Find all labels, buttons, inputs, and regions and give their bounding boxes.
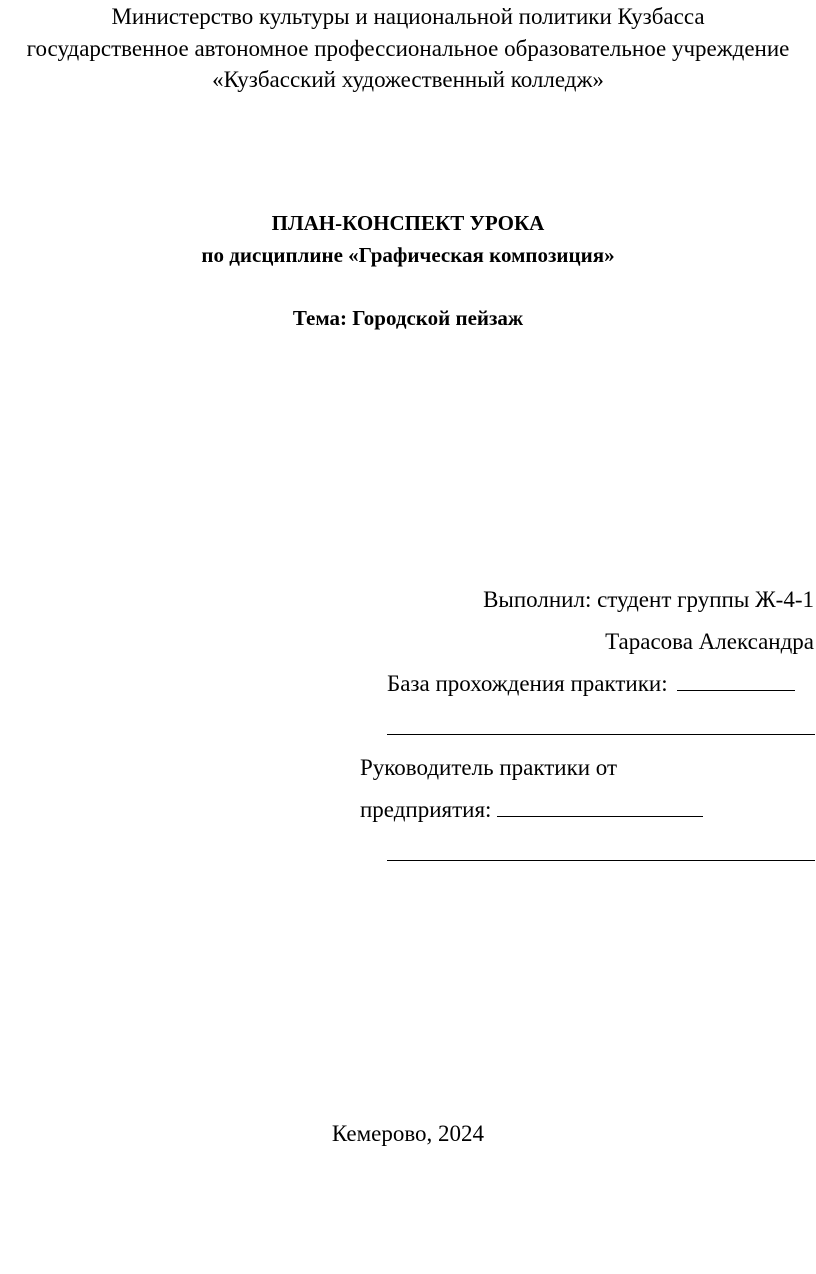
supervisor-blank-line xyxy=(387,860,815,861)
document-title: ПЛАН-КОНСПЕКТ УРОКА xyxy=(271,211,545,235)
discipline-subtitle: по дисциплине «Графическая композиция» xyxy=(201,243,615,267)
practice-base-field xyxy=(387,672,795,695)
author-name: Тарасова Александра xyxy=(605,629,814,654)
college-name-heading: «Кузбасский художественный колледж» xyxy=(212,67,604,92)
practice-base-blank xyxy=(677,672,795,691)
supervisor-blank xyxy=(497,798,703,817)
practice-base-blank-line xyxy=(387,734,815,735)
city-year: Кемерово, 2024 xyxy=(331,1121,485,1146)
practice-base-label: База прохождения практики: xyxy=(387,671,668,696)
institution-type-heading: государственное автономное профессиональное образовательное учреждение xyxy=(26,36,790,61)
lesson-topic: Тема: Городской пейзаж xyxy=(292,306,524,330)
supervisor-field xyxy=(360,798,703,821)
performed-by-line: Выполнил: студент группы Ж-4-1 xyxy=(483,587,814,612)
supervisor-label-line2: предприятия: xyxy=(360,797,492,822)
supervisor-label-line1: Руководитель практики от xyxy=(360,755,618,780)
ministry-heading: Министерство культуры и национальной политики Кузбасса xyxy=(111,4,705,29)
